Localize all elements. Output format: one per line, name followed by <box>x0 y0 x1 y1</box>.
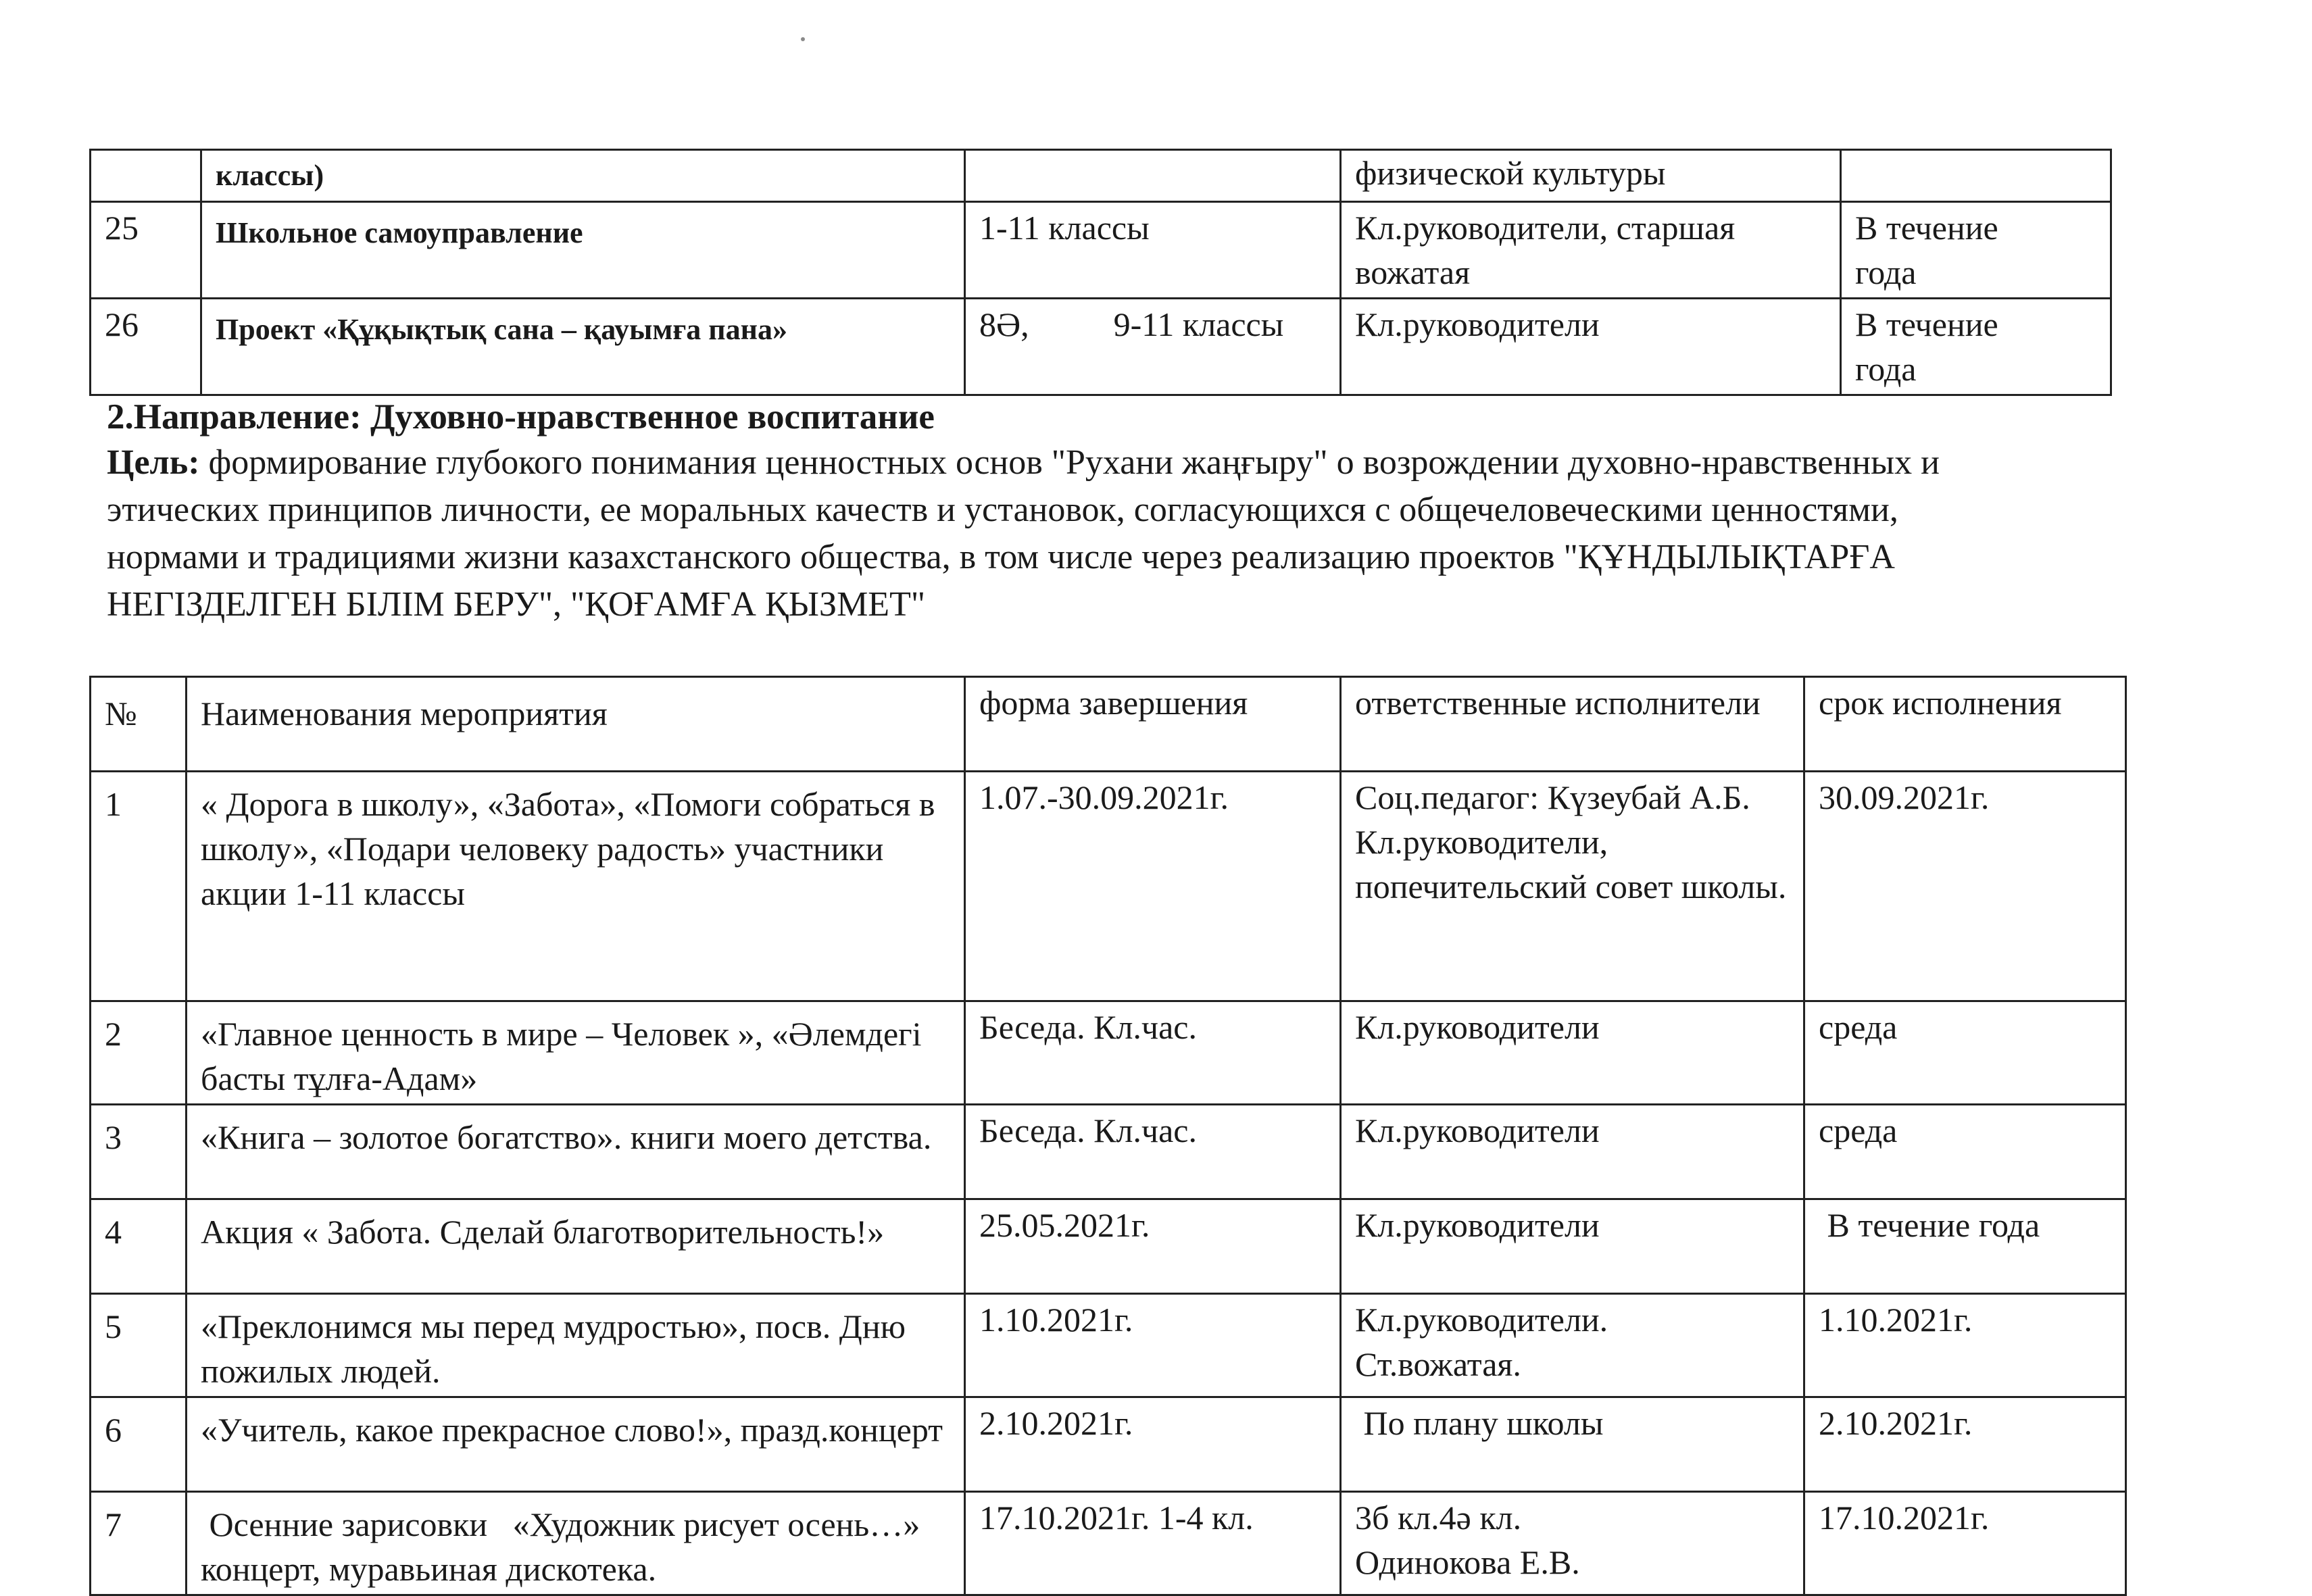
completion-form: 1-11 классы <box>965 202 1341 299</box>
responsible-line: физической культуры <box>1355 154 1666 192</box>
header-completion-form: форма завершения <box>965 677 1341 772</box>
completion-form: Беседа. Кл.час. <box>965 1105 1341 1199</box>
table-row <box>91 1397 2126 1492</box>
completion-form: 17.10.2021г. 1-4 кл. <box>965 1492 1341 1595</box>
goal-text-line: формирование глубокого понимания ценностных основ "Рухани жаңғыру" о возрождении духовно-нравственных и <box>199 443 1940 482</box>
header-responsible: ответственные исполнители <box>1341 677 1804 772</box>
deadline-line: года <box>1855 350 1917 388</box>
table-row <box>91 772 2126 1001</box>
table-row <box>91 299 2111 395</box>
responsible-line: Кл.руководители. <box>1355 1301 1608 1339</box>
deadline: 17.10.2021г. <box>1804 1492 2126 1595</box>
spiritual-moral-events-table <box>89 676 2127 1596</box>
completion-form: 1.07.-30.09.2021г. <box>965 772 1341 1001</box>
event-name: классы) <box>201 150 965 202</box>
scan-artifact-dot <box>801 37 805 41</box>
responsible <box>1341 299 1841 395</box>
responsible-line: Кл.руководители <box>1355 1112 1600 1149</box>
event-name: Проект «Құқықтық сана – қауымға пана» <box>201 299 965 395</box>
responsible <box>1341 1492 1804 1595</box>
row-number: 4 <box>91 1199 187 1294</box>
section-heading: 2.Направление: Духовно-нравственное воспитание <box>107 397 935 437</box>
responsible <box>1341 1105 1804 1199</box>
responsible-line: Кл.руководители <box>1355 305 1600 343</box>
event-name: Осенние зарисовки «Художник рисует осень…» концерт, муравьиная дискотека. <box>187 1492 965 1595</box>
deadline: 30.09.2021г. <box>1804 772 2126 1001</box>
event-name: Школьное самоуправление <box>201 202 965 299</box>
row-number: 7 <box>91 1492 187 1595</box>
responsible <box>1341 772 1804 1001</box>
responsible-line: Кл.руководители <box>1355 1206 1600 1244</box>
responsible <box>1341 1294 1804 1397</box>
row-number: 6 <box>91 1397 187 1492</box>
table-row <box>91 1105 2126 1199</box>
deadline <box>1841 150 2111 202</box>
row-number: 1 <box>91 772 187 1001</box>
event-name: «Книга – золотое богатство». книги моего детства. <box>187 1105 965 1199</box>
deadline: среда <box>1804 1105 2126 1199</box>
table-row <box>91 1199 2126 1294</box>
responsible-line: Соц.педагог: Күзеубай А.Б. <box>1355 778 1750 816</box>
deadline: среда <box>1804 1001 2126 1105</box>
goal-text-line: нормами и традициями жизни казахстанского общества, в том числе через реализацию проектов "ҚҰНДЫЛЫҚТАРҒА <box>107 538 1895 576</box>
events-table-continuation <box>89 149 2112 396</box>
row-number: 2 <box>91 1001 187 1105</box>
deadline-line: В течение <box>1855 305 1998 343</box>
goal-text-line: НЕГІЗДЕЛГЕН БІЛІМ БЕРУ", "ҚОҒАМҒА ҚЫЗМЕТ" <box>107 585 926 624</box>
responsible <box>1341 1001 1804 1105</box>
event-name: «Главное ценность в мире – Человек », «Әлемдегі басты тұлға-Адам» <box>187 1001 965 1105</box>
row-number: 26 <box>91 299 201 395</box>
table-row <box>91 202 2111 299</box>
row-number <box>91 150 201 202</box>
responsible-line: вожатая <box>1355 253 1471 291</box>
section-goal <box>107 439 2188 628</box>
responsible-line: Кл.руководители, старшая <box>1355 209 1736 247</box>
responsible <box>1341 202 1841 299</box>
event-name: «Преклонимся мы перед мудростью», посв. Дню пожилых людей. <box>187 1294 965 1397</box>
responsible-line: Ст.вожатая. <box>1355 1345 1521 1383</box>
completion-form: 8Ә, 9-11 классы <box>965 299 1341 395</box>
table-row <box>91 150 2111 202</box>
deadline <box>1841 299 2111 395</box>
deadline <box>1841 202 2111 299</box>
row-number: 25 <box>91 202 201 299</box>
deadline: 1.10.2021г. <box>1804 1294 2126 1397</box>
deadline: В течение года <box>1804 1199 2126 1294</box>
event-name: « Дорога в школу», «Забота», «Помоги собраться в школу», «Подари человеку радость» участники акции 1-11 классы <box>187 772 965 1001</box>
responsible <box>1341 150 1841 202</box>
deadline-line: года <box>1855 253 1917 291</box>
completion-form: 25.05.2021г. <box>965 1199 1341 1294</box>
completion-form <box>965 150 1341 202</box>
row-number: 3 <box>91 1105 187 1199</box>
event-name: «Учитель, какое прекрасное слово!», празд.концерт <box>187 1397 965 1492</box>
completion-form: 1.10.2021г. <box>965 1294 1341 1397</box>
table-row <box>91 1492 2126 1595</box>
table-row <box>91 1294 2126 1397</box>
responsible-line: 3б кл.4ә кл. <box>1355 1499 1522 1537</box>
event-name: Акция « Забота. Сделай благотворительность!» <box>187 1199 965 1294</box>
responsible-line: Одинокова Е.В. <box>1355 1543 1580 1581</box>
header-deadline: срок исполнения <box>1804 677 2126 772</box>
table-row <box>91 1001 2126 1105</box>
goal-label: Цель: <box>107 443 200 482</box>
responsible-line: Кл.руководители <box>1355 1008 1600 1046</box>
goal-text-line: этических принципов личности, ее моральных качеств и установок, согласующихся с общечеловеческими ценностями, <box>107 491 1898 529</box>
responsible-line: Кл.руководители, попечительский совет школы. <box>1355 823 1787 905</box>
completion-form: 2.10.2021г. <box>965 1397 1341 1492</box>
completion-form: Беседа. Кл.час. <box>965 1001 1341 1105</box>
responsible-line: По плану школы <box>1355 1404 1604 1442</box>
row-number: 5 <box>91 1294 187 1397</box>
header-number: № <box>91 677 187 772</box>
responsible <box>1341 1199 1804 1294</box>
responsible <box>1341 1397 1804 1492</box>
header-event-name: Наименования мероприятия <box>187 677 965 772</box>
deadline: 2.10.2021г. <box>1804 1397 2126 1492</box>
deadline-line: В течение <box>1855 209 1998 247</box>
table-header-row <box>91 677 2126 772</box>
